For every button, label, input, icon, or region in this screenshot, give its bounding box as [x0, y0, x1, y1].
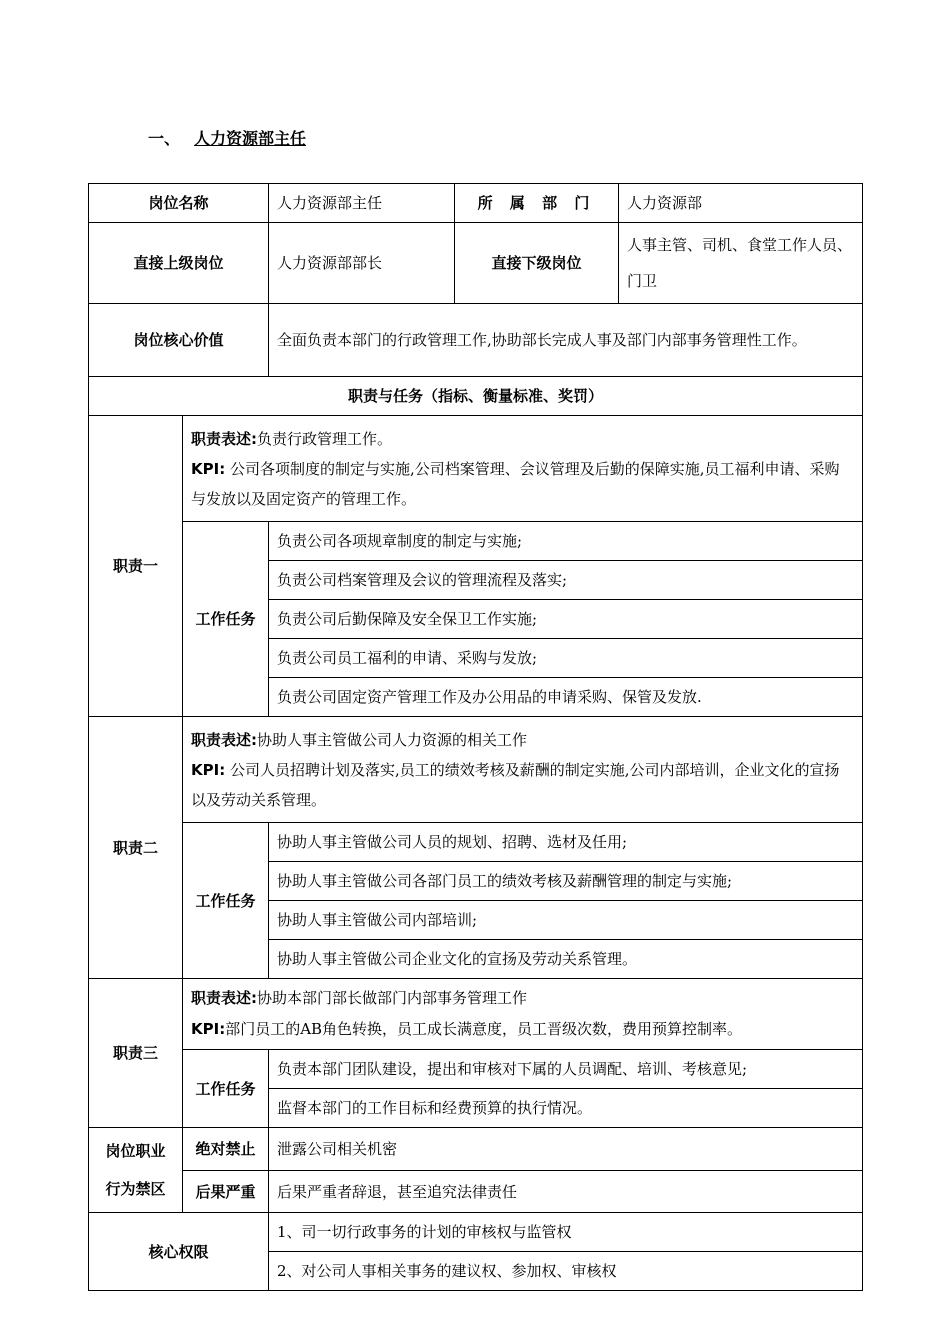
duty-1-desc-text: 负责行政管理工作。	[257, 429, 393, 448]
duty-1-task-row	[89, 522, 863, 561]
row-superior	[89, 223, 863, 304]
duty-1-kpi-text: 公司各项制度的制定与实施,公司档案管理、会议管理及后勤的保障实施,员工福利申请、采购与发放以及固定资产的管理工作。	[191, 459, 840, 508]
duty-1-task-label: 工作任务	[183, 522, 269, 717]
duty-3-task-1: 负责本部门团队建设，提出和审核对下属的人员调配、培训、考核意见;	[269, 1050, 863, 1089]
core-value-label: 岗位核心价值	[89, 304, 269, 377]
duty-2-desc	[183, 717, 863, 823]
subordinate-label: 直接下级岗位	[455, 223, 619, 304]
duty-2-label: 职责二	[89, 717, 183, 979]
page-heading	[148, 126, 306, 149]
duty-3-task-label: 工作任务	[183, 1050, 269, 1128]
duty-3-desc	[183, 979, 863, 1050]
duty-2-task-label: 工作任务	[183, 823, 269, 979]
prohibition-label-line-2: 行为禁区	[105, 1180, 166, 1198]
prohibition-label-line-1: 岗位职业	[105, 1142, 166, 1160]
row-core-value	[89, 304, 863, 377]
duty-1-desc	[183, 416, 863, 522]
duty-2-task-4: 协助人事主管做公司企业文化的宣扬及劳动关系管理。	[269, 940, 863, 979]
consequence-label: 后果严重	[183, 1171, 269, 1213]
row-section-title	[89, 377, 863, 416]
consequence-text: 后果严重者辞退，甚至追究法律责任	[269, 1171, 863, 1213]
duty-3-kpi-text: 部门员工的AB角色转换，员工成长满意度，员工晋级次数，费用预算控制率。	[225, 1020, 743, 1038]
section-title: 职责与任务（指标、衡量标准、奖罚）	[89, 377, 863, 416]
duty-2-task-2: 协助人事主管做公司各部门员工的绩效考核及薪酬管理的制定与实施;	[269, 862, 863, 901]
duty-2-task-1: 协助人事主管做公司人员的规划、招聘、选材及任用;	[269, 823, 863, 862]
duty-3-desc-row	[89, 979, 863, 1050]
duty-3-desc-text: 协助本部门部长做部门内部事务管理工作	[257, 989, 528, 1007]
duty-2-task-3: 协助人事主管做公司内部培训;	[269, 901, 863, 940]
subordinate-value: 人事主管、司机、食堂工作人员、门卫	[619, 223, 863, 304]
duty-3-label: 职责三	[89, 979, 183, 1128]
department-label: 所 属 部 门	[455, 184, 619, 223]
superior-label: 直接上级岗位	[89, 223, 269, 304]
duty-1-label: 职责一	[89, 416, 183, 717]
department-value: 人力资源部	[619, 184, 863, 223]
duty-3-task-row	[89, 1050, 863, 1089]
duty-1-task-5: 负责公司固定资产管理工作及办公用品的申请采购、保管及发放.	[269, 678, 863, 717]
duty-1-desc-row	[89, 416, 863, 522]
prohibition-row-consequence	[89, 1171, 863, 1213]
heading-number: 一、	[148, 129, 181, 148]
job-description-table	[88, 183, 863, 1291]
duty-2-task-row	[89, 823, 863, 862]
duty-1-task-4: 负责公司员工福利的申请、采购与发放;	[269, 639, 863, 678]
duty-1-desc-label: 职责表述:	[191, 429, 257, 448]
heading-title: 人力资源部主任	[194, 129, 307, 148]
duty-3-kpi-label: KPI:	[191, 1020, 226, 1038]
duty-2-kpi-label: KPI:	[191, 760, 226, 779]
duty-2-desc-text: 协助人事主管做公司人力资源的相关工作	[257, 730, 528, 749]
prohibition-label	[89, 1128, 183, 1213]
duty-3-desc-label: 职责表述:	[191, 989, 257, 1007]
duty-2-kpi-text: 公司人员招聘计划及落实,员工的绩效考核及薪酬的制定实施,公司内部培训，企业文化的宣扬以及劳动关系管理。	[191, 760, 840, 809]
prohibition-row-absolute	[89, 1128, 863, 1171]
authority-item-1: 1、司一切行政事务的计划的审核权与监管权	[269, 1213, 863, 1252]
duty-2-desc-row	[89, 717, 863, 823]
duty-3-task-2: 监督本部门的工作目标和经费预算的执行情况。	[269, 1089, 863, 1128]
absolute-prohibit-label: 绝对禁止	[183, 1128, 269, 1171]
duty-1-task-2: 负责公司档案管理及会议的管理流程及落实;	[269, 561, 863, 600]
row-position-name	[89, 184, 863, 223]
authority-item-2: 2、对公司人事相关事务的建议权、参加权、审核权	[269, 1252, 863, 1291]
absolute-prohibit-text: 泄露公司相关机密	[269, 1128, 863, 1171]
authority-label: 核心权限	[89, 1213, 269, 1291]
duty-1-task-3: 负责公司后勤保障及安全保卫工作实施;	[269, 600, 863, 639]
position-name-value: 人力资源部主任	[269, 184, 455, 223]
duty-1-task-1: 负责公司各项规章制度的制定与实施;	[269, 522, 863, 561]
core-value-text: 全面负责本部门的行政管理工作,协助部长完成人事及部门内部事务管理性工作。	[269, 304, 863, 377]
duty-1-kpi-label: KPI:	[191, 459, 226, 478]
authority-row	[89, 1213, 863, 1252]
superior-value: 人力资源部部长	[269, 223, 455, 304]
position-name-label: 岗位名称	[89, 184, 269, 223]
duty-2-desc-label: 职责表述:	[191, 730, 257, 749]
